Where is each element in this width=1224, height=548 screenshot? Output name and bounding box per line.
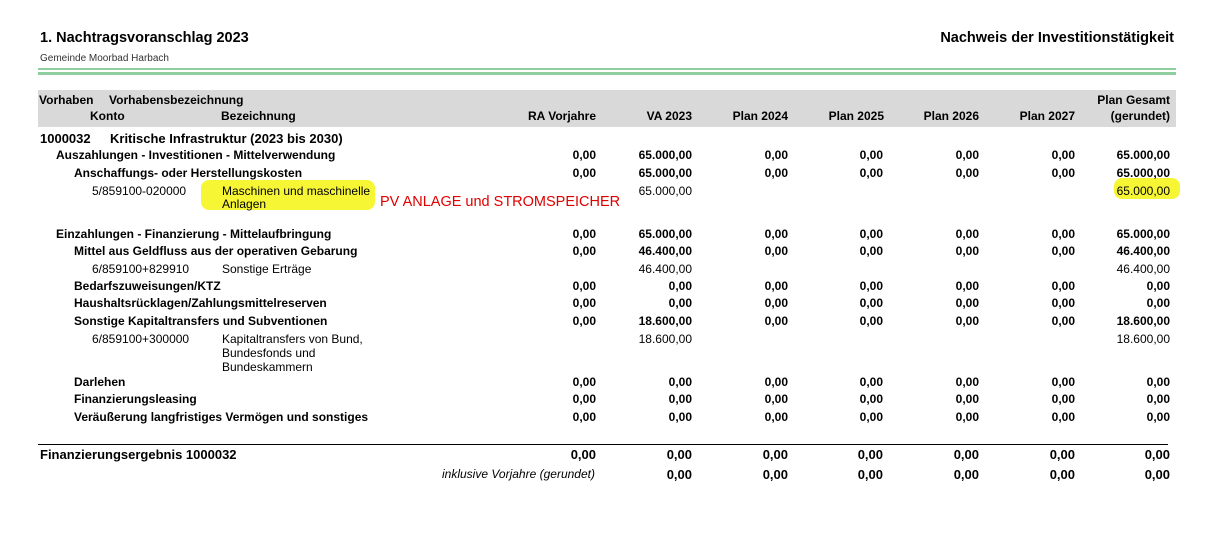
account-number: 6/859100+829910 <box>92 262 190 276</box>
summary-row-einzahlungen <box>0 227 1224 243</box>
va-value: 65.000,00 <box>638 184 692 198</box>
col-va-2023: VA 2023 <box>646 109 692 123</box>
row-value: 65.000,00 <box>638 227 692 241</box>
row-value: 0,00 <box>859 392 883 406</box>
row-value: 0,00 <box>859 279 883 293</box>
row-value: 0,00 <box>955 166 979 180</box>
va-value: 46.400,00 <box>638 262 692 276</box>
row-value: 0,00 <box>1051 375 1075 389</box>
row-value: 18.600,00 <box>1116 314 1170 328</box>
handwritten-annotation: PV ANLAGE und STROMSPEICHER <box>380 194 621 210</box>
row-value: 0,00 <box>572 148 596 162</box>
row-label: Einzahlungen - Finanzierung - Mittelaufbringung <box>56 227 332 241</box>
project-row <box>0 131 1224 147</box>
result-value: 0,00 <box>666 467 692 482</box>
row-value: 0,00 <box>859 148 883 162</box>
row-label: Sonstige Kapitaltransfers und Subventionen <box>74 314 328 328</box>
result-value: 0,00 <box>1144 447 1170 462</box>
result-value: 0,00 <box>1049 467 1075 482</box>
divider-line <box>38 72 1176 75</box>
row-label: Haushaltsrücklagen/Zahlungsmittelreserven <box>74 296 327 310</box>
row-value: 0,00 <box>668 279 692 293</box>
row-value: 0,00 <box>955 314 979 328</box>
row-value: 0,00 <box>1146 410 1170 424</box>
row-value: 0,00 <box>955 279 979 293</box>
row-value: 0,00 <box>1051 296 1075 310</box>
result-value: 0,00 <box>666 447 692 462</box>
row-value: 0,00 <box>764 227 788 241</box>
summary-row-haushalt <box>0 296 1224 312</box>
row-value: 0,00 <box>764 166 788 180</box>
report-title: Nachweis der Investitionstätigkeit <box>940 30 1174 46</box>
row-value: 0,00 <box>1051 279 1075 293</box>
row-value: 0,00 <box>764 148 788 162</box>
row-value: 0,00 <box>764 375 788 389</box>
col-plan-2027: Plan 2027 <box>1019 109 1075 123</box>
result-value: 0,00 <box>762 467 788 482</box>
result-label: Finanzierungsergebnis 1000032 <box>40 447 237 462</box>
row-value: 0,00 <box>572 166 596 180</box>
result-value: 0,00 <box>953 447 979 462</box>
summary-row-leasing <box>0 392 1224 408</box>
row-value: 0,00 <box>668 392 692 406</box>
result-value: 0,00 <box>762 447 788 462</box>
row-value: 0,00 <box>1051 392 1075 406</box>
account-label: Sonstige Erträge <box>222 262 312 276</box>
row-label: Mittel aus Geldfluss aus der operativen Gebarung <box>74 244 358 258</box>
divider-line <box>38 68 1176 70</box>
col-plan-gesamt-sub: (gerundet) <box>1110 109 1170 123</box>
project-name: Kritische Infrastruktur (2023 bis 2030) <box>110 131 343 146</box>
col-konto: Konto <box>90 109 125 123</box>
row-value: 65.000,00 <box>1116 148 1170 162</box>
summary-row-anschaffung <box>0 166 1224 182</box>
row-label: Darlehen <box>74 375 126 389</box>
row-value: 0,00 <box>572 227 596 241</box>
row-value: 0,00 <box>764 314 788 328</box>
result-value: 0,00 <box>857 447 883 462</box>
row-value: 0,00 <box>572 375 596 389</box>
summary-row-veraeusserung <box>0 410 1224 426</box>
row-value: 0,00 <box>572 296 596 310</box>
row-value: 0,00 <box>1051 148 1075 162</box>
account-label-cont: Bundeskammern <box>222 360 313 374</box>
row-value: 46.400,00 <box>638 244 692 258</box>
result-sub-label: inklusive Vorjahre (gerundet) <box>442 467 595 481</box>
account-number: 5/859100-020000 <box>92 184 187 198</box>
summary-row-sonstige <box>0 314 1224 330</box>
municipality-name: Gemeinde Moorbad Harbach <box>40 53 169 64</box>
row-value: 0,00 <box>859 375 883 389</box>
account-label: Maschinen und maschinelle <box>222 184 371 198</box>
row-value: 65.000,00 <box>638 166 692 180</box>
col-plan-2026: Plan 2026 <box>923 109 979 123</box>
row-value: 0,00 <box>1146 375 1170 389</box>
row-value: 0,00 <box>572 279 596 293</box>
summary-row-auszahlungen <box>0 148 1224 164</box>
row-value: 0,00 <box>1051 314 1075 328</box>
row-value: 0,00 <box>572 410 596 424</box>
row-value: 0,00 <box>1051 227 1075 241</box>
summary-row-darlehen <box>0 375 1224 391</box>
result-value: 0,00 <box>1144 467 1170 482</box>
row-value: 0,00 <box>668 375 692 389</box>
summary-row-mittel <box>0 244 1224 260</box>
col-bezeichnung: Bezeichnung <box>221 109 296 123</box>
result-value: 0,00 <box>570 447 596 462</box>
row-value: 0,00 <box>955 375 979 389</box>
row-label: Bedarfszuweisungen/KTZ <box>74 279 221 293</box>
row-value: 0,00 <box>955 244 979 258</box>
result-value: 0,00 <box>1049 447 1075 462</box>
account-label: Kapitaltransfers von Bund, <box>222 332 363 346</box>
row-value: 0,00 <box>859 410 883 424</box>
account-label-cont: Bundesfonds und <box>222 346 316 360</box>
col-plan-2025: Plan 2025 <box>828 109 884 123</box>
summary-row-bedarf <box>0 279 1224 295</box>
row-value: 0,00 <box>1146 279 1170 293</box>
account-label-cont: Anlagen <box>222 197 267 211</box>
account-number: 6/859100+300000 <box>92 332 190 346</box>
row-value: 0,00 <box>859 166 883 180</box>
row-value: 0,00 <box>955 227 979 241</box>
project-code: 1000032 <box>40 131 91 146</box>
row-value: 0,00 <box>572 392 596 406</box>
col-vorhaben: Vorhaben <box>39 93 94 107</box>
row-value: 0,00 <box>859 314 883 328</box>
table-header <box>38 90 1176 127</box>
row-value: 0,00 <box>764 296 788 310</box>
row-value: 0,00 <box>1051 410 1075 424</box>
gesamt-value: 65.000,00 <box>1116 184 1170 198</box>
row-value: 0,00 <box>1146 296 1170 310</box>
row-value: 0,00 <box>955 148 979 162</box>
row-label: Anschaffungs- oder Herstellungskosten <box>74 166 303 180</box>
col-plan-2024: Plan 2024 <box>732 109 788 123</box>
gesamt-value: 18.600,00 <box>1116 332 1170 346</box>
row-value: 65.000,00 <box>638 148 692 162</box>
row-value: 0,00 <box>764 392 788 406</box>
row-value: 0,00 <box>1051 244 1075 258</box>
col-plan-gesamt: Plan Gesamt <box>1097 93 1170 107</box>
account-row <box>0 262 1224 278</box>
result-value: 0,00 <box>953 467 979 482</box>
row-value: 0,00 <box>859 296 883 310</box>
va-value: 18.600,00 <box>638 332 692 346</box>
row-value: 0,00 <box>572 244 596 258</box>
row-value: 0,00 <box>572 314 596 328</box>
account-row <box>0 332 1224 374</box>
col-vorhabensbezeichnung: Vorhabensbezeichnung <box>109 93 244 107</box>
row-value: 0,00 <box>955 410 979 424</box>
row-label: Finanzierungsleasing <box>74 392 197 406</box>
result-value: 0,00 <box>857 467 883 482</box>
row-value: 65.000,00 <box>1116 166 1170 180</box>
row-value: 0,00 <box>1146 392 1170 406</box>
row-value: 65.000,00 <box>1116 227 1170 241</box>
row-value: 18.600,00 <box>638 314 692 328</box>
row-value: 0,00 <box>955 392 979 406</box>
row-value: 46.400,00 <box>1116 244 1170 258</box>
page-title: 1. Nachtragsvoranschlag 2023 <box>40 30 249 46</box>
row-value: 0,00 <box>764 410 788 424</box>
row-label: Auszahlungen - Investitionen - Mittelverwendung <box>56 148 336 162</box>
col-ra-vorjahre: RA Vorjahre <box>527 109 596 123</box>
row-value: 0,00 <box>668 296 692 310</box>
row-value: 0,00 <box>764 279 788 293</box>
result-subrow <box>0 467 1224 483</box>
row-value: 0,00 <box>1051 166 1075 180</box>
row-value: 0,00 <box>668 410 692 424</box>
row-value: 0,00 <box>859 227 883 241</box>
result-row <box>0 447 1224 463</box>
row-value: 0,00 <box>955 296 979 310</box>
row-value: 0,00 <box>764 244 788 258</box>
result-divider <box>38 444 1168 445</box>
row-value: 0,00 <box>859 244 883 258</box>
gesamt-value: 46.400,00 <box>1116 262 1170 276</box>
row-label: Veräußerung langfristiges Vermögen und sonstiges <box>74 410 369 424</box>
